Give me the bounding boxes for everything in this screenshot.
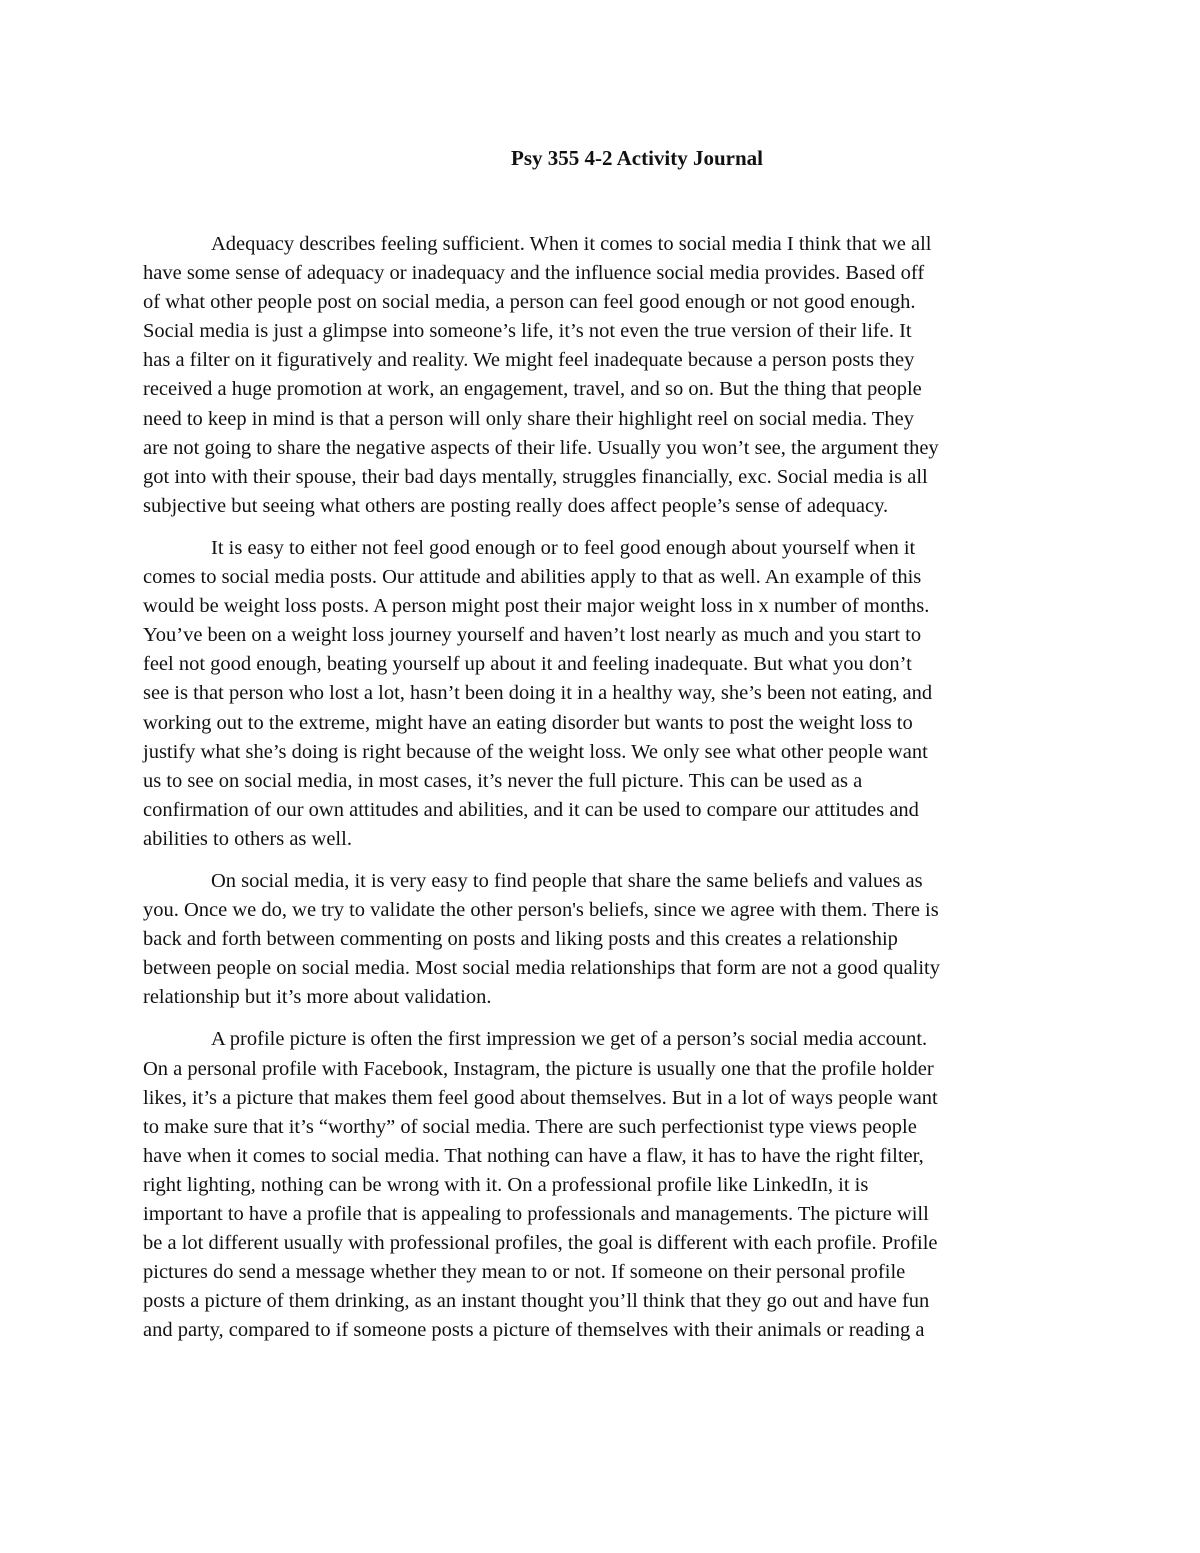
text-line: back and forth between commenting on posts and liking posts and this creates a relationship [143,928,898,951]
text-line: see is that person who lost a lot, hasn’t been doing it in a healthy way, she’s been not eating, and [143,682,933,705]
paragraph [143,534,1063,854]
text-line: need to keep in mind is that a person will only share their highlight reel on social media. They [143,407,915,430]
text-line: confirmation of our own attitudes and abilities, and it can be used to compare our attitudes and [143,798,919,821]
paragraph [143,230,1063,521]
text-line: you. Once we do, we try to validate the other person's beliefs, since we agree with them. There is [143,899,939,922]
text-line: and party, compared to if someone posts a picture of themselves with their animals or reading a [143,1319,925,1342]
text-line: justify what she’s doing is right because of the weight loss. We only see what other people want [143,740,928,763]
text-line: has a filter on it figuratively and reality. We might feel inadequate because a person posts they [143,349,915,372]
text-line: us to see on social media, in most cases, it’s never the full picture. This can be used as a [143,769,863,792]
document-body [143,230,1063,1358]
text-line: between people on social media. Most social media relationships that form are not a good quality [143,957,941,980]
text-line: working out to the extreme, might have an eating disorder but wants to post the weight loss to [143,711,913,734]
text-line: likes, it’s a picture that makes them feel good about themselves. But in a lot of ways people want [143,1086,938,1109]
text-line: have when it comes to social media. That nothing can have a flaw, it has to have the right filter, [143,1144,924,1167]
text-line: important to have a profile that is appealing to professionals and managements. The picture will [143,1203,929,1225]
text-line: pictures do send a message whether they mean to or not. If someone on their personal profile [143,1261,906,1284]
text-line: are not going to share the negative aspects of their life. Usually you won’t see, the argument they [143,436,939,459]
text-line: be a lot different usually with professional profiles, the goal is different with each profile. Profile [143,1232,938,1255]
text-line: relationship but it’s more about validation. [143,986,492,1009]
text-line: feel not good enough, beating yourself up about it and feeling inadequate. But what you don’t [143,653,912,676]
paragraph [143,867,1063,1012]
text-line: On social media, it is very easy to find people that share the same beliefs and values as [211,869,923,892]
text-line: Social media is just a glimpse into someone’s life, it’s not even the true version of their life. It [143,320,912,343]
paragraph [143,1025,1063,1345]
text-line: comes to social media posts. Our attitude and abilities apply to that as well. An example of this [143,566,922,589]
page-title: Psy 355 4-2 Activity Journal [511,146,763,170]
text-line: would be weight loss posts. A person might post their major weight loss in x number of months. [143,595,930,618]
text-line: of what other people post on social media, a person can feel good enough or not good enough. [143,291,916,314]
text-line: A profile picture is often the first impression we get of a person’s social media account. [211,1028,928,1051]
text-line: abilities to others as well. [143,827,352,850]
text-line: subjective but seeing what others are posting really does affect people’s sense of adequacy. [143,494,889,517]
text-line: posts a picture of them drinking, as an instant thought you’ll think that they go out and have fun [143,1290,930,1313]
text-line: have some sense of adequacy or inadequacy and the influence social media provides. Based off [143,262,925,285]
text-line: to make sure that it’s “worthy” of social media. There are such perfectionist type views people [143,1115,917,1138]
text-line: You’ve been on a weight loss journey yourself and haven’t lost nearly as much and you start to [143,624,922,647]
text-line: received a huge promotion at work, an engagement, travel, and so on. But the thing that people [143,378,922,401]
text-line: Adequacy describes feeling sufficient. When it comes to social media I think that we all [211,233,932,255]
text-line: got into with their spouse, their bad days mentally, struggles financially, exc. Social media is all [143,465,928,488]
text-line: It is easy to either not feel good enough or to feel good enough about yourself when it [211,536,916,559]
text-line: On a personal profile with Facebook, Instagram, the picture is usually one that the profile holder [143,1057,934,1080]
text-line: right lighting, nothing can be wrong with it. On a professional profile like LinkedIn, it is [143,1173,869,1196]
